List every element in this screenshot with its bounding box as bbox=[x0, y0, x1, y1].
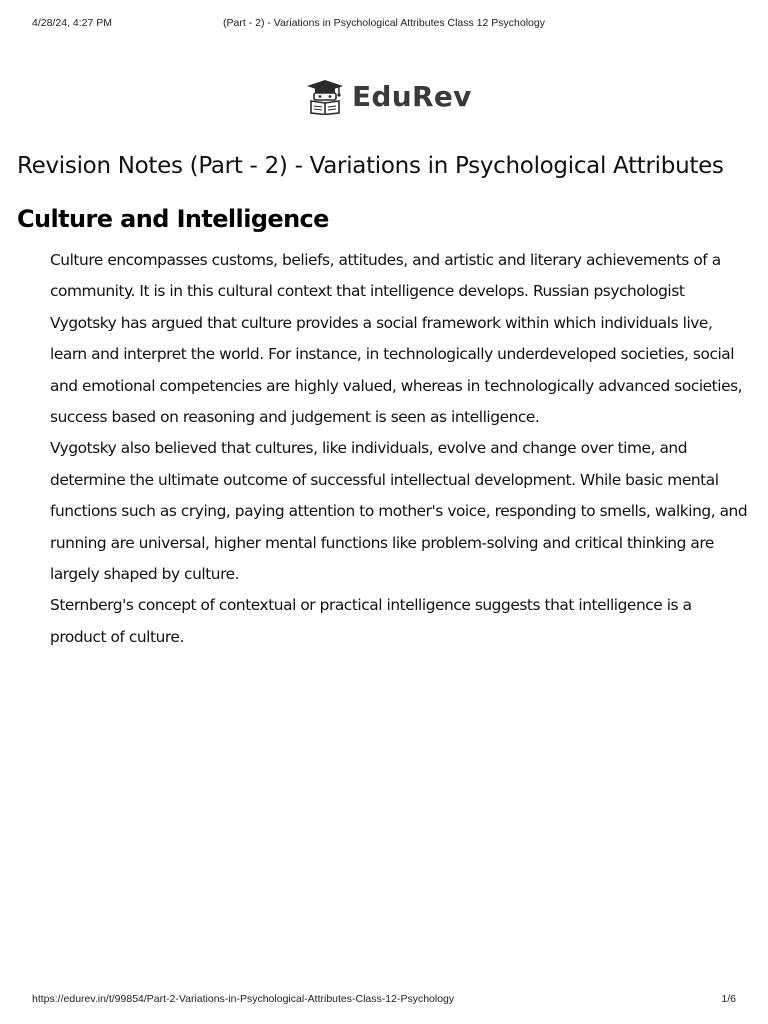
section-heading: Culture and Intelligence bbox=[17, 205, 329, 233]
page-url[interactable]: https://edurev.in/t/99854/Part-2-Variations-in-Psychological-Attributes-Class-12-Psychology bbox=[32, 993, 455, 1005]
page-number: 1/6 bbox=[721, 993, 736, 1005]
edurev-logo[interactable] bbox=[306, 76, 472, 116]
graduate-book-icon bbox=[306, 77, 344, 115]
section-body bbox=[50, 245, 750, 653]
page-title: Revision Notes (Part - 2) - Variations in Psychological Attributes bbox=[17, 153, 724, 179]
print-footer bbox=[0, 993, 768, 1007]
logo-text: EduRev bbox=[352, 79, 472, 113]
paragraph: Culture encompasses customs, beliefs, attitudes, and artistic and literary achievements of a community. It is in this cultural context that intelligence develops. Russian psychologist Vygotsky has argued that culture provides a social framework within which individuals live, learn and interpret the world. For instance, in technologically underdeveloped societies, social and emotional competencies are highly valued, whereas in technologically advanced societies, success based on reasoning and judgement is seen as intelligence. bbox=[50, 251, 743, 427]
paragraph: Vygotsky also believed that cultures, like individuals, evolve and change over time, and determine the ultimate outcome of successful intellectual development. While basic mental functions such as crying, paying attention to mother's voice, responding to smells, walking, and running are universal, higher mental functions like problem-solving and critical thinking are largely shaped by culture. bbox=[50, 439, 748, 584]
paragraph: Sternberg's concept of contextual or practical intelligence suggests that intelligence is a product of culture. bbox=[50, 596, 692, 646]
print-page-title: (Part - 2) - Variations in Psychological Attributes Class 12 Psychology bbox=[223, 17, 545, 29]
print-date: 4/28/24, 4:27 PM bbox=[32, 17, 112, 29]
print-header bbox=[0, 17, 768, 31]
